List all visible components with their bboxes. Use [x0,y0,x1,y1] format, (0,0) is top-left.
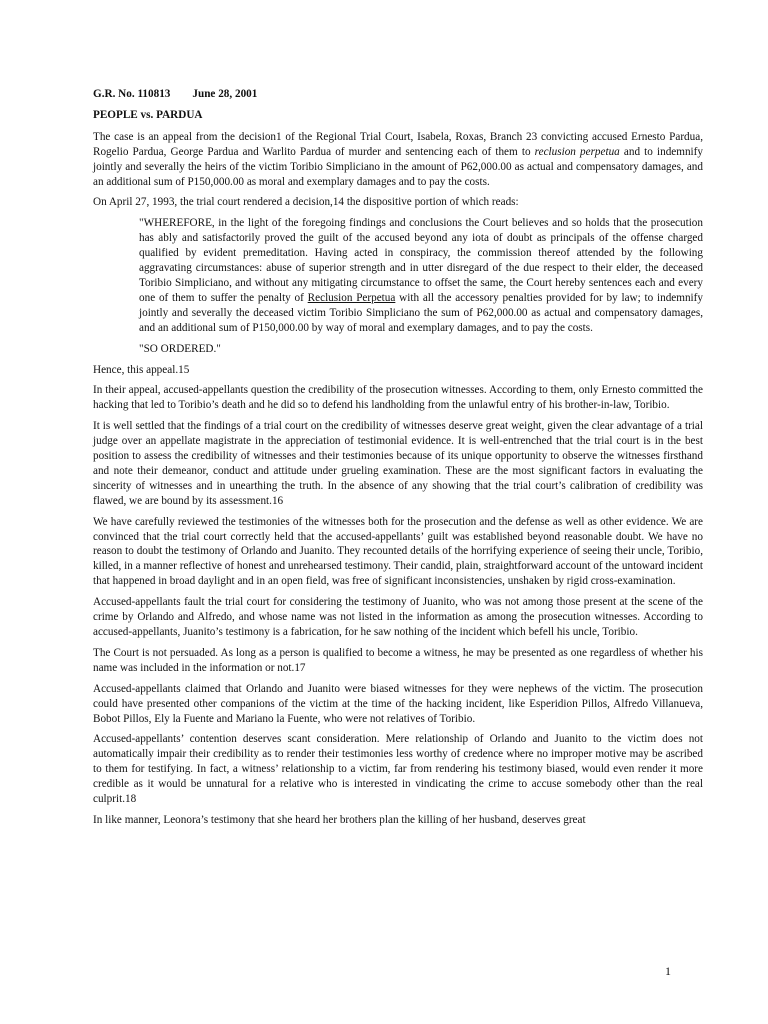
page-number: 1 [665,964,671,978]
paragraph-2: On April 27, 1993, the trial court rendered a decision,14 the dispositive portion of which reads: [93,196,519,209]
paragraph-8: The Court is not persuaded. As long as a person is qualified to become a witness, he may be presented as one regardless of whether his name was included in the information or not.17 [93,646,703,674]
quote-paragraph-1: "WHEREFORE, in the light of the foregoing findings and conclusions the Court believes and so holds that the prosecution has ably and satisfactorily proved the guilt of the accused beyond any iota of doubt as principals of the offense charged qualified by evident premeditation. Having acted in conspiracy, the commission thereof attended by the following aggravating circumstances: abuse of superior strength and in utter disregard of the due respect to their elder, the deceased Toribio Simpliciano, and without any mitigating circumstance to offset the same, the Court hereby sentences each and every one of them to suffer the penalty of Reclusion Perpetua with all the accessory penalties provided for by law; to indemnify jointly and severally the deceased victim Toribio Simpliciano the sum of P62,000.00 as actual and compensatory damages, and an additional sum of P150,000.00 by way of moral and exemplary damages, and to pay the costs. [139,217,703,334]
paragraph-7: Accused-appellants fault the trial court for considering the testimony of Juanito, who was not among those present at the scene of the crime by Orlando and Alfredo, and whose name was not listed in the information as among the prosecution witnesses. According to accused-appellants, Juanito’s testimony is a fabrication, for he saw nothing of the incident which befell his uncle, Toribio. [93,596,703,638]
paragraph-5: It is well settled that the findings of a trial court on the credibility of witnesses deserve great weight, given the clear advantage of a trial judge over an appellate magistrate in the appreciation of testimonial evidence. It is well-entrenched that the trial court is in the best position to assess the credibility of witnesses and their testimonies because of its unique opportunity to observe the witnesses firsthand and note their demeanor, conduct and attitude under grueling examination. These are the most significant factors in evaluating the sincerity of witnesses and in unearthing the truth. In the absence of any showing that the trial court’s calibration of credibility was flawed, we are bound by its assessment.16 [93,420,703,507]
case-number: G.R. No. 110813 [93,88,171,100]
case-header [93,87,703,102]
case-title: PEOPLE vs. PARDUA [93,108,203,121]
paragraph-4: In their appeal, accused-appellants question the credibility of the prosecution witnesses. According to them, only Ernesto committed the hacking that led to Toribio’s death and he did so to defend his landholding from the unlawful entry of his brother-in-law, Toribio. [93,384,703,412]
paragraph-6: We have carefully reviewed the testimonies of the witnesses both for the prosecution and the defense as well as other evidence. We are convinced that the trial court correctly held that the accused-appellants’ guilt was established beyond reasonable doubt. We have no reason to doubt the testimony of Orlando and Juanito. They recounted details of the horrifying experience of seeing their uncle, Toribio, killed, in a manner reflective of honest and unrehearsed testimony. Their candid, plain, straightforward account of the untoward incident that happened in broad daylight and in an open field, was free of significant inconsistencies, unshaken by rigid cross-examination. [93,515,703,588]
paragraph-1: The case is an appeal from the decision1 of the Regional Trial Court, Isabela, Roxas, Branch 23 convicting accused Ernesto Pardua, Rogelio Pardua, George Pardua and Warlito Pardua of murder and sentencing each of them to reclusion perpetua and to indemnify jointly and severally the heirs of the victim Toribio Simpliciano in the amount of P62,000.00 as actual and compensatory damages, and an additional sum of P150,000.00 as moral and exemplary damages and to pay the costs. [93,130,703,188]
paragraph-10: Accused-appellants’ contention deserves scant consideration. Mere relationship of Orlando and Juanito to the victim does not automatically impair their credibility as to render their testimonies less worthy of credence where no improper motive may be ascribed to them for testifying. In fact, a witness’ relationship to a victim, far from rendering his testimony biased, would even render it more credible as it would be unnatural for a relative who is interested in vindicating the crime to accuse somebody other than the real culprit.18 [93,733,703,806]
italic-term: reclusion perpetua [534,145,620,158]
paragraph-11: In like manner, Leonora’s testimony that she heard her brothers plan the killing of her husband, deserves great [93,813,586,826]
paragraph-9: Accused-appellants claimed that Orlando and Juanito were biased witnesses for they were nephews of the victim. The prosecution could have presented other companions of the victim at the time of the hacking incident, like Esperidion Pillos, Alfredo Villanueva, Bobot Pillos, Ely la Fuente and Mariano la Fuente, who were not relatives of Toribio. [93,682,703,725]
quote-paragraph-2: "SO ORDERED." [139,342,221,355]
block-quote [139,216,703,356]
underlined-term: Reclusion Perpetua [307,291,396,304]
document-body [93,87,703,834]
paragraph-3: Hence, this appeal.15 [93,363,190,376]
case-date: June 28, 2001 [192,88,258,100]
